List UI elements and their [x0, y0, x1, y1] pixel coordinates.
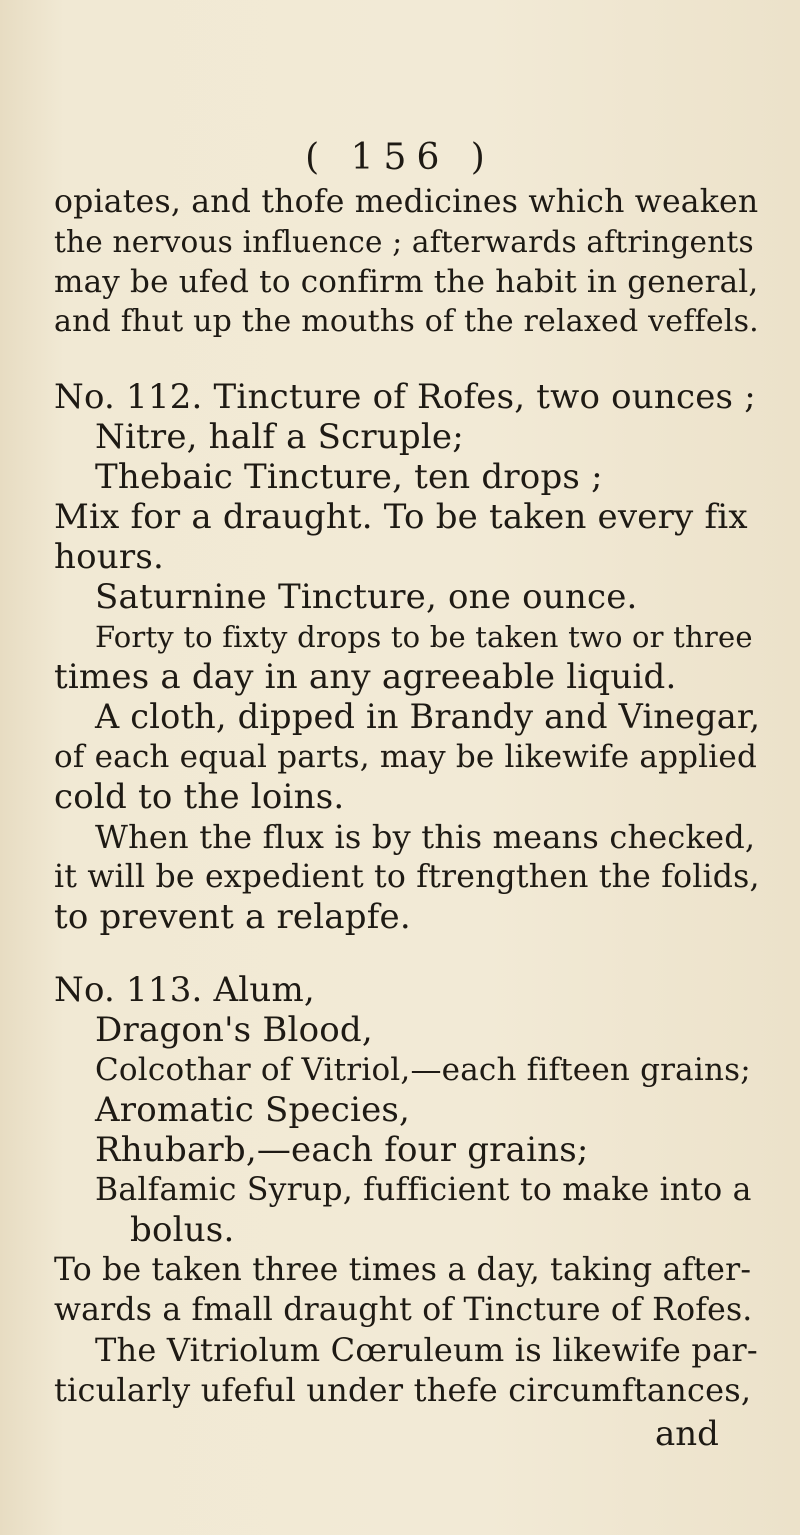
text-line-25: bolus.	[130, 1210, 235, 1250]
page-number: ( 156 )	[305, 137, 495, 178]
text-line-9: hours.	[54, 537, 164, 577]
text-line-20: Dragon's Blood,	[95, 1010, 373, 1050]
catchword: and	[655, 1414, 719, 1454]
text-line-26: To be taken three times a day, taking after-	[54, 1252, 752, 1288]
text-line-12: times a day in any agreeable liquid.	[54, 657, 677, 697]
text-line-6: Nitre, half a Scruple;	[95, 417, 464, 457]
text-line-23: Rhubarb,—each four grains;	[95, 1130, 589, 1170]
text-line-22: Aromatic Species,	[95, 1090, 411, 1130]
text-line-15: cold to the loins.	[54, 777, 345, 817]
text-line-10: Saturnine Tincture, one ounce.	[95, 577, 638, 617]
text-line-17: it will be expedient to ftrengthen the folids,	[54, 859, 760, 895]
text-line-3: may be ufed to confirm the habit in general,	[54, 264, 759, 300]
text-line-11: Forty to fixty drops to be taken two or three	[95, 620, 753, 654]
text-line-5: No. 112. Tincture of Rofes, two ounces ;	[54, 377, 756, 417]
text-line-18: to prevent a relapfe.	[54, 897, 411, 937]
text-line-27: wards a fmall draught of Tincture of Rofes.	[54, 1292, 753, 1328]
text-line-29: ticularly ufeful under thefe circumftances,	[54, 1371, 752, 1409]
text-line-4: and fhut up the mouths of the relaxed veffels.	[54, 304, 759, 339]
text-line-2: the nervous influence ; afterwards aftringents	[54, 225, 754, 259]
text-line-8: Mix for a draught. To be taken every fix	[54, 497, 748, 537]
text-line-21: Colcothar of Vitriol,—each fifteen grains;	[95, 1052, 751, 1088]
text-line-19: No. 113. Alum,	[54, 970, 315, 1010]
text-line-7: Thebaic Tincture, ten drops ;	[95, 457, 603, 497]
text-line-28: The Vitriolum Cœruleum is likewife par-	[95, 1331, 758, 1369]
text-line-24: Balfamic Syrup, fufficient to make into a	[95, 1172, 752, 1208]
text-line-13: A cloth, dipped in Brandy and Vinegar,	[95, 697, 761, 736]
text-line-16: When the flux is by this means checked,	[95, 818, 756, 856]
text-line-1: opiates, and thofe medicines which weaken	[54, 184, 759, 220]
text-line-14: of each equal parts, may be likewife applied	[54, 739, 757, 775]
